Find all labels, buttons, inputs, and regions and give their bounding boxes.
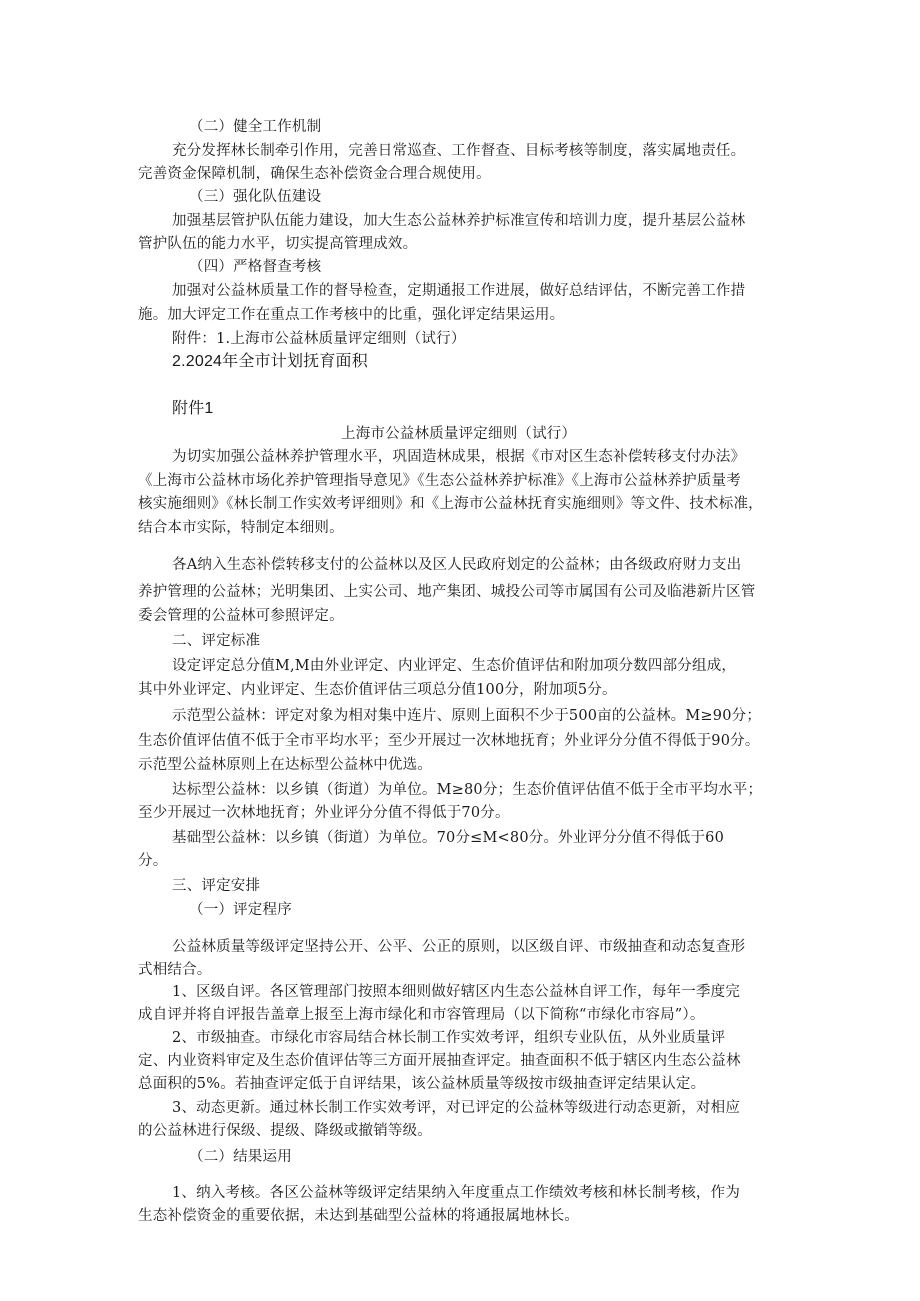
paragraph-line: 公益林质量等级评定坚持公开、公平、公正的原则，以区级自评、市级抽查和动态复查形 [172,939,746,955]
paragraph-line: 生态补偿资金的重要依据，未达到基础型公益林的将通报属地林长。 [138,1208,579,1224]
paragraph-line: 为切实加强公益林养护管理水平，巩固造林成果，根据《市对区生态补偿转移支付办法》 [172,449,746,465]
subsection-heading: （一）评定程序 [189,902,292,918]
paragraph-line: 养护管理的公益林；光明集团、上实公司、地产集团、城投公司等市属国有公司及临港新片区管 [138,584,756,600]
heading-sub-2: （二）健全工作机制 [189,119,322,135]
paragraph-line: 管护队伍的能力水平，切实提高管理成效。 [138,236,418,252]
paragraph-line: 成自评并将自评报告盖章上报至上海市绿化和市容管理局（以下简称“市绿化市容局”）。 [138,1007,705,1023]
paragraph-line: 《上海市公益林市场化养护管理指导意见》《生态公益林养护标准》《上海市公益林养护质量考 [138,473,741,489]
paragraph-line: 定、内业资料审定及生态价值评估等三方面开展抽查评定。抽查面积不低于辖区内生态公益林 [138,1053,741,1069]
heading-sub-4: （四）严格督查考核 [189,259,322,275]
paragraph-line: 核实施细则》《林长制工作实效考评细则》和《上海市公益林抚育实施细则》等文件、技术标准， [138,496,763,512]
paragraph-line: 基础型公益林：以乡镇（街道）为单位。70分≤M<80分。外业评分分值不得低于60 [172,830,724,846]
attachment-line: 2.2024年全市计划抚育面积 [172,353,368,370]
document-title: 上海市公益林质量评定细则（试行） [341,426,577,442]
paragraph-line: 至少开展过一次林地抚育；外业评分分值不得低于70分。 [138,805,510,821]
attachment-label: 附件1 [172,400,214,417]
paragraph-line: 总面积的5%。若抽查评定低于自评结果，该公益林质量等级按市级抽查评定结果认定。 [138,1076,706,1092]
paragraph-line: 施。加大评定工作在重点工作考核中的比重，强化评定结果运用。 [138,307,565,323]
paragraph-line: 示范型公益林：评定对象为相对集中连片、原则上面积不少于500亩的公益林。M≥90分； [172,708,762,724]
paragraph-line: 加强基层管护队伍能力建设，加大生态公益林养护标准宣传和培训力度，提升基层公益林 [172,213,746,229]
paragraph-line: 分。 [138,853,168,869]
paragraph-line: 的公益林进行保级、提级、降级或撤销等级。 [138,1123,432,1139]
paragraph-line: 示范型公益林原则上在达标型公益林中优选。 [138,757,432,773]
paragraph-line: 3、动态更新。通过林长制工作实效考评，对已评定的公益林等级进行动态更新，对相应 [172,1100,741,1116]
paragraph-line: 2、市级抽查。市绿化市容局结合林长制工作实效考评，组织专业队伍，从外业质量评 [172,1030,726,1046]
paragraph-line: 设定评定总分值M,M由外业评定、内业评定、生态价值评估和附加项分数四部分组成， [172,658,737,674]
paragraph-line: 委会管理的公益林可参照评定。 [138,608,344,624]
subsection-heading: （二）结果运用 [189,1149,292,1165]
paragraph-line: 各A纳入生态补偿转移支付的公益林以及区人民政府划定的公益林；由各级政府财力支出 [172,557,742,573]
paragraph-line: 结合本市实际，特制定本细则。 [138,520,344,536]
paragraph-line: 完善资金保障机制，确保生态补偿资金合理合规使用。 [138,166,491,182]
paragraph-line: 充分发挥林长制牵引作用，完善日常巡查、工作督查、目标考核等制度，落实属地责任。 [172,143,746,159]
paragraph-line: 1、纳入考核。各区公益林等级评定结果纳入年度重点工作绩效考核和林长制考核，作为 [172,1185,741,1201]
paragraph-line: 生态价值评估值不低于全市平均水平；至少开展过一次林地抚育；外业评分分值不得低于90分。 [138,733,760,749]
heading-sub-3: （三）强化队伍建设 [189,189,322,205]
paragraph-line: 1、区级自评。各区管理部门按照本细则做好辖区内生态公益林自评工作，每年一季度完 [172,984,741,1000]
section-heading: 三、评定安排 [172,878,261,894]
paragraph-line: 加强对公益林质量工作的督导检查，定期通报工作进展，做好总结评估，不断完善工作措 [172,283,746,299]
section-heading: 二、评定标准 [172,633,261,649]
paragraph-line: 其中外业评定、内业评定、生态价值评估三项总分值100分，附加项5分。 [138,682,617,698]
attachment-line: 附件：1.上海市公益林质量评定细则（试行） [172,331,466,347]
paragraph-line: 达标型公益林：以乡镇（街道）为单位。M≥80分；生态价值评估值不低于全市平均水平； [172,782,763,798]
paragraph-line: 式相结合。 [138,962,212,978]
